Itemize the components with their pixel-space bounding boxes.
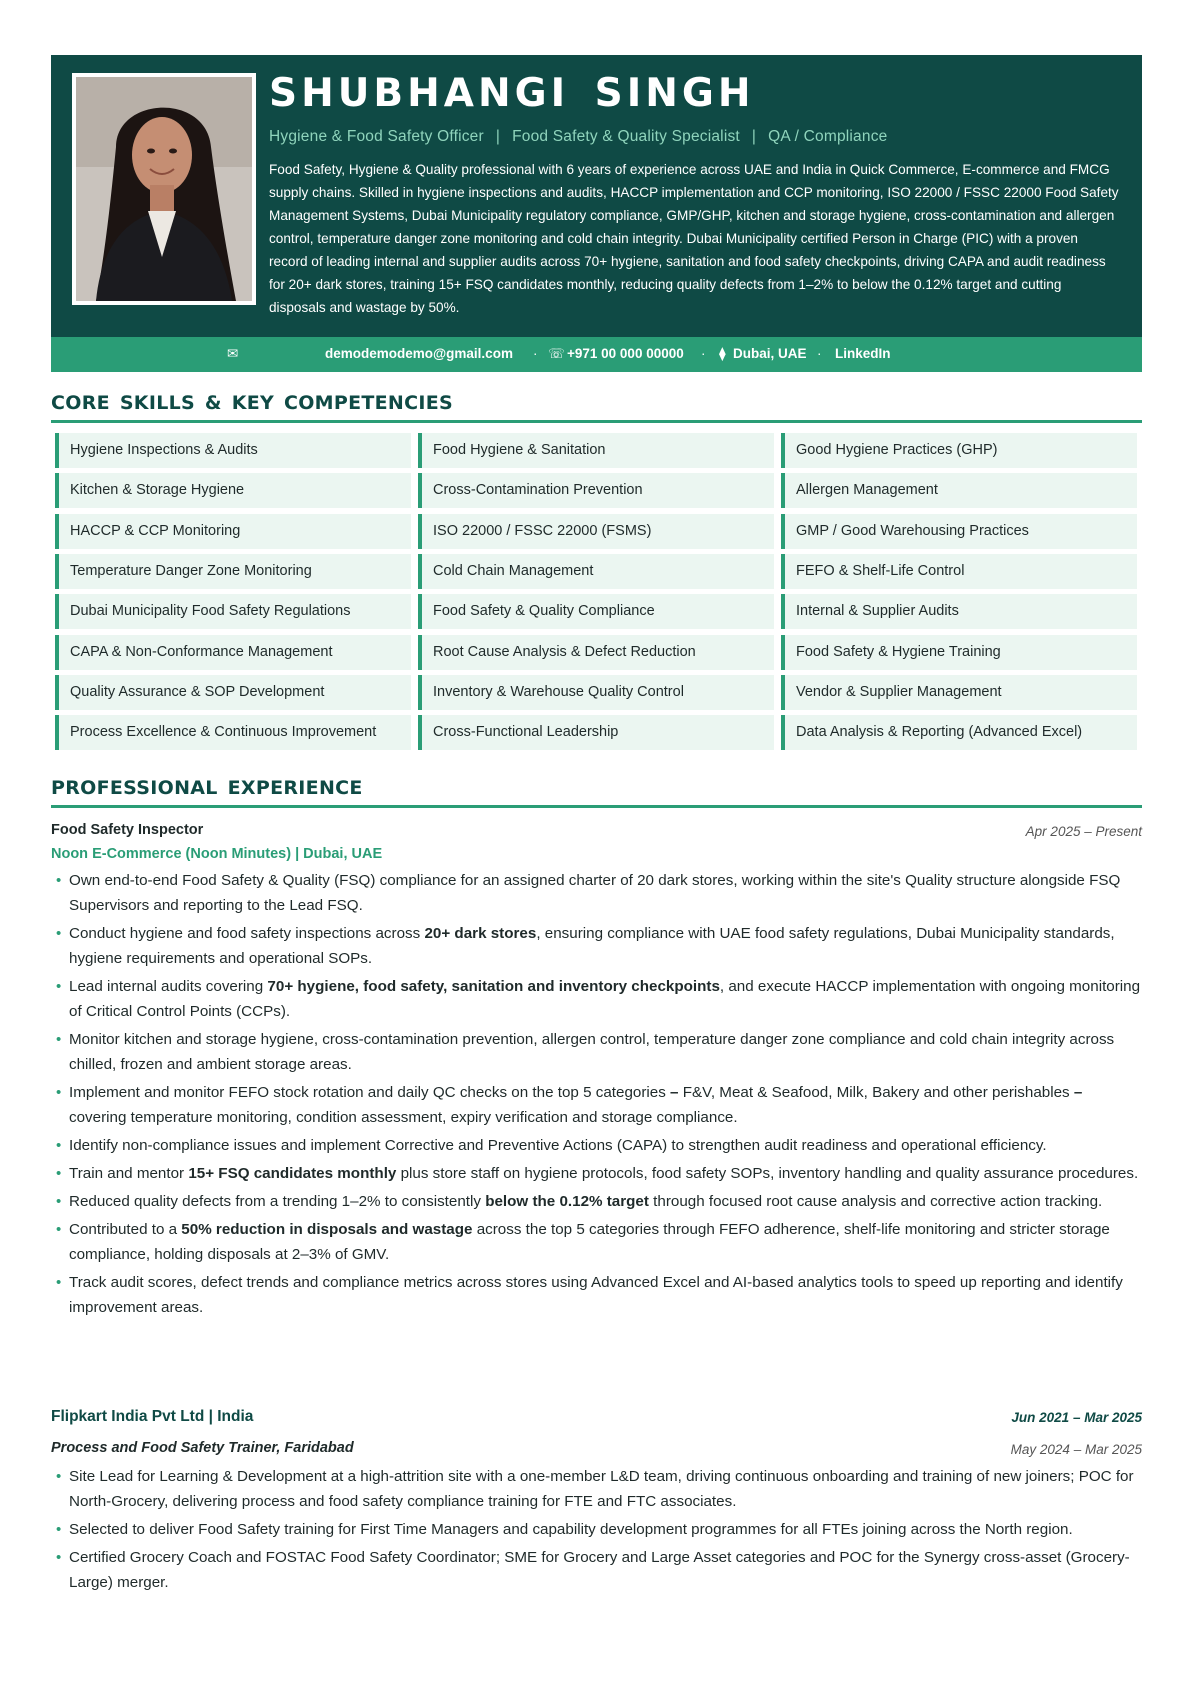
skill-item: GMP / Good Warehousing Practices xyxy=(781,514,1137,549)
phone-number[interactable]: +971 00 000 00000 xyxy=(567,346,684,361)
bullet-text: covering temperature monitoring, condition assessment, expiry verification and storage compliance. xyxy=(69,1109,738,1126)
bullet-text: through focused root cause analysis and corrective action tracking. xyxy=(648,1193,1103,1210)
bullet-item xyxy=(51,868,1141,918)
email-link[interactable]: demodemodemo@gmail.com xyxy=(325,346,513,361)
contact-bar xyxy=(51,337,1142,372)
skill-item: Kitchen & Storage Hygiene xyxy=(55,473,411,508)
location-icon: ⧫ xyxy=(719,346,726,361)
bullet-item xyxy=(51,1027,1141,1077)
linkedin-link[interactable]: LinkedIn xyxy=(835,346,891,361)
headline-separator: | xyxy=(751,128,757,145)
bullet-text: Monitor kitchen and storage hygiene, cross-contamination prevention, allergen control, temperature danger zone compliance and cold chain integrity across chilled, frozen and ambient storage areas. xyxy=(69,1031,1115,1073)
phone-icon: ☏ xyxy=(548,346,565,361)
headline-separator: | xyxy=(495,128,501,145)
contact-separator: · xyxy=(533,346,538,361)
bullet-text: Train and mentor xyxy=(69,1165,189,1182)
headline-role-1: Hygiene & Food Safety Officer xyxy=(269,128,484,145)
skill-item: Food Safety & Quality Compliance xyxy=(418,594,774,629)
bullet-highlight: 50% reduction in disposals and wastage xyxy=(181,1221,473,1238)
skill-item: Cold Chain Management xyxy=(418,554,774,589)
bullet-text: , and execute HACCP implementation with ongoing monitoring of Critical Control Points (CCPs). xyxy=(69,978,1141,1020)
skill-item: Internal & Supplier Audits xyxy=(781,594,1137,629)
bullet-text: Reduced quality defects from a trending 1–2% to consistently xyxy=(69,1193,486,1210)
bullet-text: Track audit scores, defect trends and compliance metrics across stores using Advanced Excel and AI-based analytics tools to speed up reporting and identify improvement areas. xyxy=(69,1274,1123,1316)
headline xyxy=(269,128,887,146)
bullet-item xyxy=(51,921,1141,971)
job-bullet-list xyxy=(51,1464,1141,1598)
bullet-highlight: – xyxy=(1073,1084,1083,1101)
bullet-item xyxy=(51,1464,1141,1514)
skill-item: CAPA & Non-Conformance Management xyxy=(55,635,411,670)
role-date: May 2024 – Mar 2025 xyxy=(1010,1442,1142,1457)
profile-photo-illustration xyxy=(76,77,252,301)
bullet-item xyxy=(51,1189,1141,1214)
email-icon: ✉ xyxy=(227,346,239,361)
bullet-highlight: 70+ hygiene, food safety, sanitation and inventory checkpoints xyxy=(267,978,720,995)
bullet-text: plus store staff on hygiene protocols, food safety SOPs, inventory handling and quality assurance procedures. xyxy=(396,1165,1139,1182)
bullet-text: Certified Grocery Coach and FOSTAC Food Safety Coordinator; SME for Grocery and Large Asset categories and POC for the Synergy cross-asset (Grocery-Large) merger. xyxy=(69,1549,1130,1591)
contact-separator: · xyxy=(701,346,706,361)
job-date: Apr 2025 – Present xyxy=(1025,824,1142,839)
headline-role-3: QA / Compliance xyxy=(768,128,888,145)
bullet-item xyxy=(51,1133,1141,1158)
bullet-text: Site Lead for Learning & Development at a high-attrition site with a one-member L&D team, driving continuous onboarding and training of new joiners; POC for North-Grocery, delivering process and food safety compliance training for FTE and FTC associates. xyxy=(69,1468,1134,1510)
bullet-text: Contributed to a xyxy=(69,1221,182,1238)
skill-item: Quality Assurance & SOP Development xyxy=(55,675,411,710)
skill-item: Vendor & Supplier Management xyxy=(781,675,1137,710)
bullet-item xyxy=(51,1517,1141,1542)
skill-item: Dubai Municipality Food Safety Regulations xyxy=(55,594,411,629)
skill-item: HACCP & CCP Monitoring xyxy=(55,514,411,549)
headline-role-2: Food Safety & Quality Specialist xyxy=(512,128,740,145)
experience-section-divider xyxy=(51,805,1142,808)
bullet-item xyxy=(51,1080,1141,1130)
role-title: Process and Food Safety Trainer, Faridabad xyxy=(51,1440,354,1456)
profile-summary: Food Safety, Hygiene & Quality professional with 6 years of experience across UAE and India in Quick Commerce, E-commerce and FMCG supply chains. Skilled in hygiene inspections and audits, HACCP implementation and CCP monitoring, ISO 22000 / FSSC 22000 Food Safety Management Systems, Dubai Municipality regulatory compliance, GMP/GHP, kitchen and storage hygiene, cross-contamination and allergen control, temperature danger zone monitoring and cold chain integrity. Dubai Municipality certified Person in Charge (PIC) with a proven record of leading internal and supplier audits across 70+ hygiene, sanitation and food safety checkpoints, driving CAPA and audit readiness for 20+ dark stores, training 15+ FSQ candidates monthly, reducing quality defects from 1–2% to below the 0.12% target and cutting disposals and wastage by 50%. xyxy=(269,162,1119,315)
bullet-item xyxy=(51,974,1141,1024)
skill-item: FEFO & Shelf-Life Control xyxy=(781,554,1137,589)
bullet-highlight: 20+ dark stores xyxy=(424,925,537,942)
experience-section-title: PROFESSIONAL EXPERIENCE xyxy=(51,777,363,799)
bullet-text: , ensuring compliance with UAE food safety regulations, Dubai Municipality standards, hygiene requirements and operational SOPs. xyxy=(69,925,1115,967)
skill-item: Process Excellence & Continuous Improvement xyxy=(55,715,411,750)
skill-item: Cross-Contamination Prevention xyxy=(418,473,774,508)
bullet-text: Identify non-compliance issues and implement Corrective and Preventive Actions (CAPA) to strengthen audit readiness and operational efficiency. xyxy=(69,1137,1047,1154)
bullet-text: Implement and monitor FEFO stock rotation and daily QC checks on the top 5 categories xyxy=(69,1084,671,1101)
skill-item: Allergen Management xyxy=(781,473,1137,508)
bullet-text: Conduct hygiene and food safety inspections across xyxy=(69,925,425,942)
contact-separator: · xyxy=(817,346,822,361)
bullet-highlight: 15+ FSQ candidates monthly xyxy=(188,1165,397,1182)
job-bullet-list xyxy=(51,868,1141,1323)
company-name: Flipkart India Pvt Ltd | India xyxy=(51,1408,254,1425)
skill-item: Inventory & Warehouse Quality Control xyxy=(418,675,774,710)
bullet-highlight: below the 0.12% target xyxy=(485,1193,649,1210)
profile-photo xyxy=(72,73,256,305)
skill-item: Root Cause Analysis & Defect Reduction xyxy=(418,635,774,670)
company-name: Noon E-Commerce (Noon Minutes) | Dubai, UAE xyxy=(51,846,383,862)
skill-item: Good Hygiene Practices (GHP) xyxy=(781,433,1137,468)
bullet-item xyxy=(51,1270,1141,1320)
bullet-item xyxy=(51,1217,1141,1267)
bullet-text: Own end-to-end Food Safety & Quality (FSQ) compliance for an assigned charter of 20 dark stores, working within the site's Quality structure alongside FSQ Supervisors and reporting to the Lead FSQ. xyxy=(69,872,1121,914)
job-title: Food Safety Inspector xyxy=(51,822,204,838)
bullet-item xyxy=(51,1161,1141,1186)
location-text: Dubai, UAE xyxy=(733,346,807,361)
bullet-item xyxy=(51,1545,1141,1595)
skills-section-divider xyxy=(51,420,1142,423)
bullet-text: across the top 5 categories through FEFO adherence, shelf-life monitoring and stricter storage compliance, holding disposals at 2–3% of GMV. xyxy=(69,1221,1110,1263)
skill-item: Food Hygiene & Sanitation xyxy=(418,433,774,468)
resume-header xyxy=(51,55,1142,337)
skill-item: ISO 22000 / FSSC 22000 (FSMS) xyxy=(418,514,774,549)
skill-item: Hygiene Inspections & Audits xyxy=(55,433,411,468)
bullet-text: Lead internal audits covering xyxy=(69,978,268,995)
skill-item: Temperature Danger Zone Monitoring xyxy=(55,554,411,589)
bullet-text: Selected to deliver Food Safety training for First Time Managers and capability development programmes for all FTEs joining across the North region. xyxy=(69,1521,1073,1538)
skill-item: Data Analysis & Reporting (Advanced Excel) xyxy=(781,715,1137,750)
employment-date: Jun 2021 – Mar 2025 xyxy=(1011,1410,1142,1425)
skills-section-title: CORE SKILLS & KEY COMPETENCIES xyxy=(51,392,453,414)
skill-item: Cross-Functional Leadership xyxy=(418,715,774,750)
bullet-text: F&V, Meat & Seafood, Milk, Bakery and other perishables xyxy=(678,1084,1074,1101)
bullet-highlight: – xyxy=(670,1084,679,1101)
candidate-name: SHUBHANGI SINGH xyxy=(269,71,755,116)
skill-item: Food Safety & Hygiene Training xyxy=(781,635,1137,670)
